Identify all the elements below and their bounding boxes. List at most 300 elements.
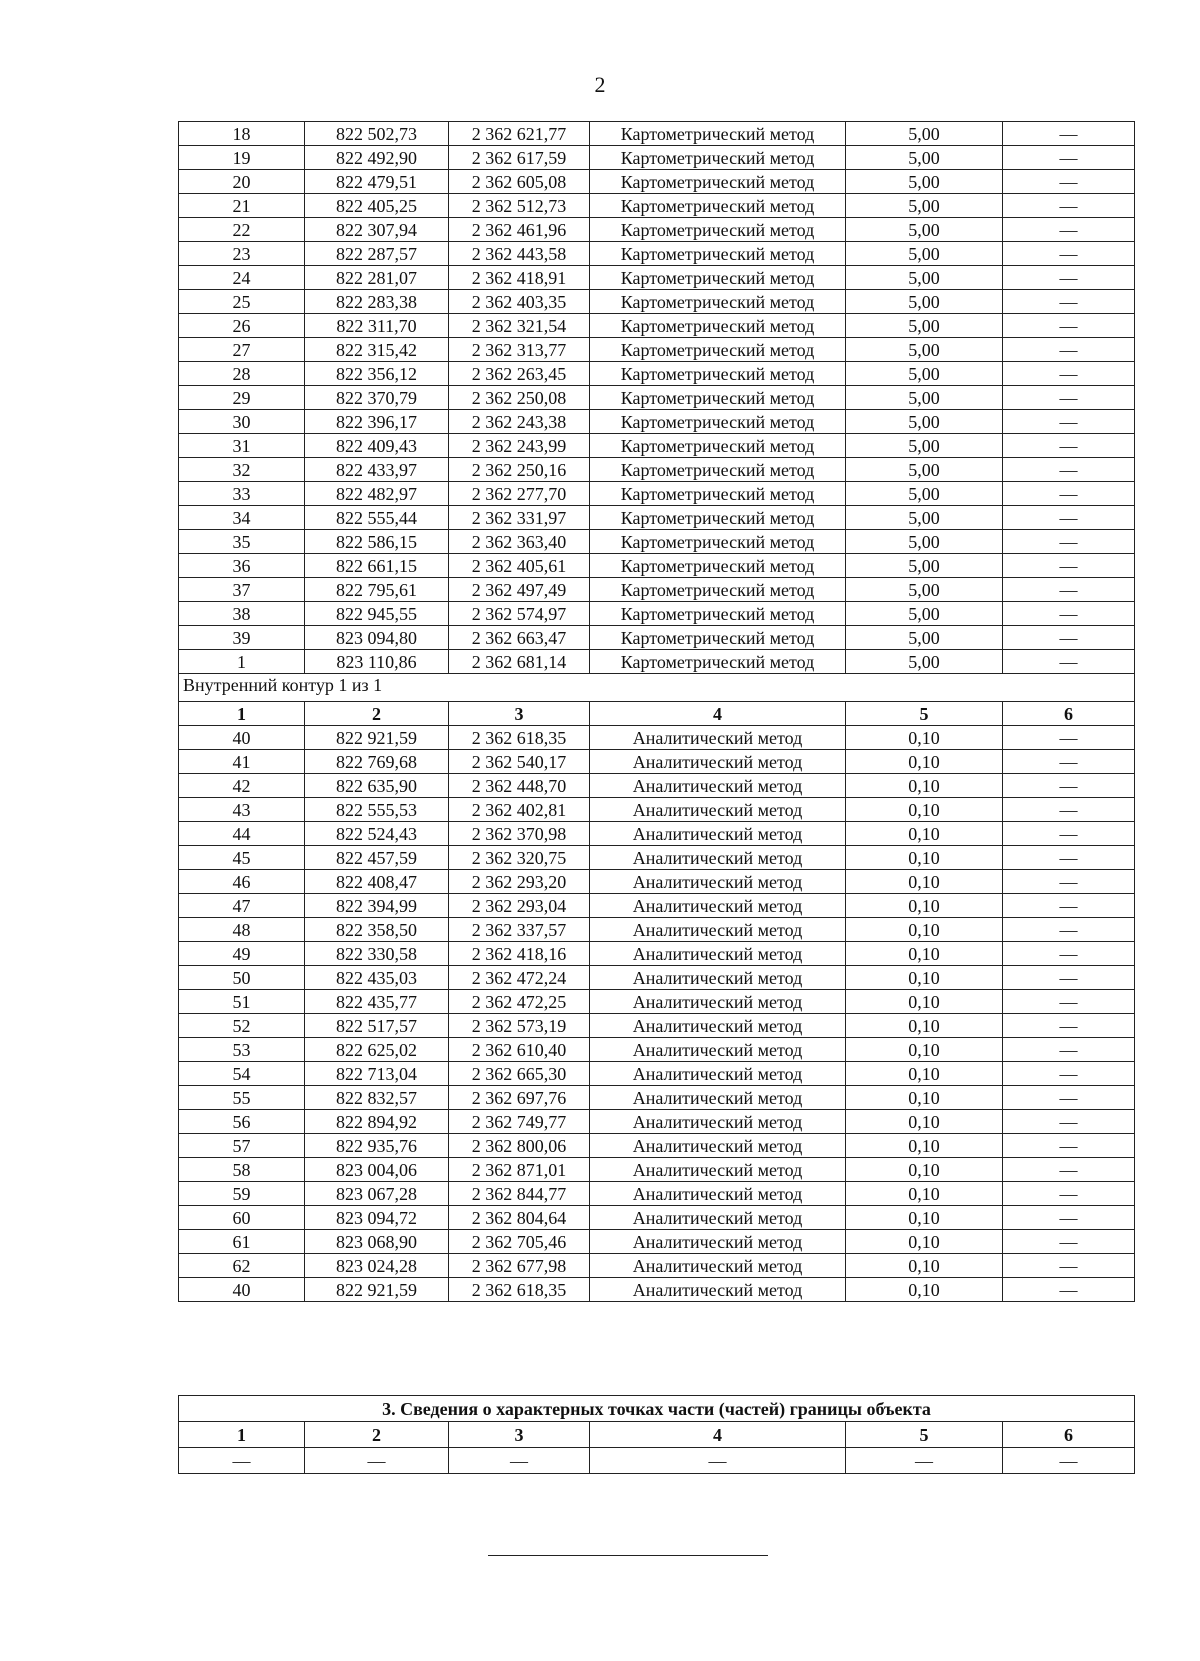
table-cell: 823 110,86 (305, 650, 449, 674)
table-cell: 0,10 (846, 846, 1003, 870)
table-cell: 30 (179, 410, 305, 434)
table-row (179, 1086, 1135, 1110)
column-header: 2 (305, 702, 449, 726)
table-cell: 822 555,44 (305, 506, 449, 530)
table-cell: — (1003, 626, 1135, 650)
table-cell: — (1003, 966, 1135, 990)
table-cell: — (1003, 1254, 1135, 1278)
table-cell: 2 362 443,58 (449, 242, 590, 266)
table-row (179, 726, 1135, 750)
table-cell: — (179, 1448, 305, 1474)
table-cell: 5,00 (846, 626, 1003, 650)
table-cell: — (1003, 386, 1135, 410)
table-cell: 44 (179, 822, 305, 846)
table-cell: Картометрический метод (590, 362, 846, 386)
table-cell: 5,00 (846, 242, 1003, 266)
table-row (179, 1158, 1135, 1182)
table-cell: 31 (179, 434, 305, 458)
table-row (179, 870, 1135, 894)
table-cell: Картометрический метод (590, 170, 846, 194)
table-cell: — (1003, 434, 1135, 458)
table-cell: — (1003, 314, 1135, 338)
table-cell: 39 (179, 626, 305, 650)
table-cell: — (1003, 1278, 1135, 1302)
table-cell: Картометрический метод (590, 530, 846, 554)
table-cell: 822 435,03 (305, 966, 449, 990)
table-cell: Картометрический метод (590, 338, 846, 362)
table-cell: 2 362 472,24 (449, 966, 590, 990)
table-cell: 51 (179, 990, 305, 1014)
table-cell: 822 409,43 (305, 434, 449, 458)
table-cell: 2 362 574,97 (449, 602, 590, 626)
table-cell: 2 362 461,96 (449, 218, 590, 242)
table-cell: 47 (179, 894, 305, 918)
table-cell: 822 482,97 (305, 482, 449, 506)
table-row (179, 338, 1135, 362)
table-cell: 5,00 (846, 458, 1003, 482)
table-cell: 5,00 (846, 506, 1003, 530)
table-cell: 5,00 (846, 338, 1003, 362)
inner-contour-title-row (179, 674, 1135, 702)
table-cell: 2 362 370,98 (449, 822, 590, 846)
table-cell: 5,00 (846, 530, 1003, 554)
table-row (179, 386, 1135, 410)
table-cell: 2 362 677,98 (449, 1254, 590, 1278)
table-cell: — (1003, 458, 1135, 482)
table-cell: 822 457,59 (305, 846, 449, 870)
table-row (179, 554, 1135, 578)
table-cell: Аналитический метод (590, 918, 846, 942)
table-cell: Картометрический метод (590, 218, 846, 242)
table-cell: 822 405,25 (305, 194, 449, 218)
table-cell: 2 362 540,17 (449, 750, 590, 774)
table-cell: 822 635,90 (305, 774, 449, 798)
table-row (179, 750, 1135, 774)
boundary-points-table (178, 121, 1135, 1302)
table-cell: 20 (179, 170, 305, 194)
table-row (179, 918, 1135, 942)
table-row (179, 798, 1135, 822)
table-cell: 822 479,51 (305, 170, 449, 194)
table-cell: 55 (179, 1086, 305, 1110)
table-cell: — (1003, 482, 1135, 506)
table-cell: Картометрический метод (590, 146, 846, 170)
table-cell: — (1003, 242, 1135, 266)
table-cell: 19 (179, 146, 305, 170)
table-row (179, 602, 1135, 626)
table-cell: 2 362 403,35 (449, 290, 590, 314)
table-cell: 2 362 250,16 (449, 458, 590, 482)
table-cell: 5,00 (846, 194, 1003, 218)
table-cell: — (1003, 1182, 1135, 1206)
table-row (179, 218, 1135, 242)
table-row (179, 1278, 1135, 1302)
table-cell: 0,10 (846, 1206, 1003, 1230)
table-cell: — (846, 1448, 1003, 1474)
table-cell: 2 362 804,64 (449, 1206, 590, 1230)
table-cell: 2 362 418,16 (449, 942, 590, 966)
table-cell: 2 362 871,01 (449, 1158, 590, 1182)
table-cell: 45 (179, 846, 305, 870)
table-cell: — (1003, 554, 1135, 578)
table-cell: 28 (179, 362, 305, 386)
table-cell: — (1003, 578, 1135, 602)
table-row (179, 1448, 1135, 1474)
table-cell: 33 (179, 482, 305, 506)
table-cell: 2 362 618,35 (449, 726, 590, 750)
table-cell: 0,10 (846, 774, 1003, 798)
table-cell: 23 (179, 242, 305, 266)
table-cell: 0,10 (846, 894, 1003, 918)
table-cell: Картометрический метод (590, 266, 846, 290)
table-cell: 48 (179, 918, 305, 942)
table-cell: 5,00 (846, 602, 1003, 626)
table-cell: 822 921,59 (305, 1278, 449, 1302)
table-cell: — (1003, 822, 1135, 846)
table-cell: 5,00 (846, 314, 1003, 338)
table-cell: 822 307,94 (305, 218, 449, 242)
column-header: 5 (846, 702, 1003, 726)
table-cell: — (1003, 750, 1135, 774)
table-cell: — (1003, 846, 1135, 870)
table-row (179, 578, 1135, 602)
table-cell: 5,00 (846, 170, 1003, 194)
table-cell: — (1003, 362, 1135, 386)
table-cell: 5,00 (846, 266, 1003, 290)
table-cell: 2 362 363,40 (449, 530, 590, 554)
table-row (179, 1062, 1135, 1086)
table-cell: 0,10 (846, 750, 1003, 774)
table-row (179, 314, 1135, 338)
table-row (179, 894, 1135, 918)
table-cell: — (1003, 990, 1135, 1014)
table-row (179, 170, 1135, 194)
table-cell: 2 362 749,77 (449, 1110, 590, 1134)
table-cell: 26 (179, 314, 305, 338)
table-cell: 2 362 263,45 (449, 362, 590, 386)
table-row (179, 1230, 1135, 1254)
table-cell: 822 586,15 (305, 530, 449, 554)
table-cell: Картометрический метод (590, 554, 846, 578)
table-cell: 40 (179, 1278, 305, 1302)
table-cell: 22 (179, 218, 305, 242)
table-cell: — (449, 1448, 590, 1474)
table-row (179, 482, 1135, 506)
table-cell: 822 394,99 (305, 894, 449, 918)
table-cell: 2 362 681,14 (449, 650, 590, 674)
table-cell: Картометрический метод (590, 482, 846, 506)
table-cell: 2 362 512,73 (449, 194, 590, 218)
table-cell: — (1003, 798, 1135, 822)
table-cell: — (1003, 774, 1135, 798)
table-row (179, 530, 1135, 554)
table-cell: 2 362 665,30 (449, 1062, 590, 1086)
table-row (179, 194, 1135, 218)
table-cell: Аналитический метод (590, 870, 846, 894)
table-cell: Аналитический метод (590, 966, 846, 990)
table-cell: 822 832,57 (305, 1086, 449, 1110)
table-cell: 46 (179, 870, 305, 894)
table-cell: 823 094,80 (305, 626, 449, 650)
table-cell: Аналитический метод (590, 1014, 846, 1038)
table-cell: — (305, 1448, 449, 1474)
table-cell: — (1003, 650, 1135, 674)
table-cell: 0,10 (846, 966, 1003, 990)
table-cell: — (1003, 530, 1135, 554)
table-cell: 823 004,06 (305, 1158, 449, 1182)
table-cell: 2 362 573,19 (449, 1014, 590, 1038)
inner-contour-title: Внутренний контур 1 из 1 (179, 674, 1135, 702)
table-cell: 32 (179, 458, 305, 482)
table-cell: 0,10 (846, 1158, 1003, 1182)
table-cell: Аналитический метод (590, 1230, 846, 1254)
table-cell: 822 283,38 (305, 290, 449, 314)
table-cell: 5,00 (846, 122, 1003, 146)
table-cell: 50 (179, 966, 305, 990)
table-cell: 2 362 418,91 (449, 266, 590, 290)
table-cell: 5,00 (846, 218, 1003, 242)
table-cell: 822 396,17 (305, 410, 449, 434)
table-cell: 29 (179, 386, 305, 410)
table-cell: 0,10 (846, 918, 1003, 942)
table-cell: 62 (179, 1254, 305, 1278)
table-cell: 27 (179, 338, 305, 362)
table-row (179, 506, 1135, 530)
table-row (179, 122, 1135, 146)
table-cell: 822 433,97 (305, 458, 449, 482)
section3-table (178, 1395, 1135, 1474)
table-cell: 2 362 250,08 (449, 386, 590, 410)
table-row (179, 458, 1135, 482)
table-cell: 5,00 (846, 290, 1003, 314)
table-cell: Аналитический метод (590, 1158, 846, 1182)
table-cell: 2 362 243,38 (449, 410, 590, 434)
table-cell: 53 (179, 1038, 305, 1062)
section3-column-header-row (179, 1422, 1135, 1448)
table-cell: Аналитический метод (590, 846, 846, 870)
table-cell: Аналитический метод (590, 822, 846, 846)
table-cell: 822 502,73 (305, 122, 449, 146)
table-cell: 822 945,55 (305, 602, 449, 626)
column-header: 1 (179, 1422, 305, 1448)
table-cell: 2 362 617,59 (449, 146, 590, 170)
table-cell: Картометрический метод (590, 386, 846, 410)
column-header: 3 (449, 702, 590, 726)
table-cell: 0,10 (846, 1134, 1003, 1158)
table-cell: 0,10 (846, 1014, 1003, 1038)
table-row (179, 266, 1135, 290)
table-cell: 60 (179, 1206, 305, 1230)
table-cell: 822 370,79 (305, 386, 449, 410)
table-cell: — (1003, 1086, 1135, 1110)
table-cell: 34 (179, 506, 305, 530)
table-cell: 5,00 (846, 434, 1003, 458)
table-cell: 0,10 (846, 1038, 1003, 1062)
table-cell: 40 (179, 726, 305, 750)
table-cell: Аналитический метод (590, 1086, 846, 1110)
table-cell: 822 935,76 (305, 1134, 449, 1158)
column-header: 3 (449, 1422, 590, 1448)
table-cell: — (1003, 1134, 1135, 1158)
table-cell: 823 067,28 (305, 1182, 449, 1206)
table-row (179, 822, 1135, 846)
table-cell: Картометрический метод (590, 650, 846, 674)
table-cell: 2 362 605,08 (449, 170, 590, 194)
column-header: 6 (1003, 1422, 1135, 1448)
table-cell: 2 362 321,54 (449, 314, 590, 338)
table-cell: 2 362 621,77 (449, 122, 590, 146)
table-cell: 42 (179, 774, 305, 798)
table-cell: — (590, 1448, 846, 1474)
column-header: 4 (590, 1422, 846, 1448)
table-cell: — (1003, 146, 1135, 170)
table-cell: 0,10 (846, 726, 1003, 750)
table-row (179, 362, 1135, 386)
table-cell: 0,10 (846, 1254, 1003, 1278)
table-cell: 54 (179, 1062, 305, 1086)
table-cell: 57 (179, 1134, 305, 1158)
table-cell: Картометрический метод (590, 122, 846, 146)
table-cell: 823 094,72 (305, 1206, 449, 1230)
table-cell: Аналитический метод (590, 774, 846, 798)
table-cell: 18 (179, 122, 305, 146)
table-cell: 38 (179, 602, 305, 626)
table-cell: 822 356,12 (305, 362, 449, 386)
table-cell: Картометрический метод (590, 194, 846, 218)
table-cell: 5,00 (846, 362, 1003, 386)
table-cell: 822 524,43 (305, 822, 449, 846)
table-cell: — (1003, 894, 1135, 918)
table-cell: 2 362 448,70 (449, 774, 590, 798)
table-row (179, 1206, 1135, 1230)
table-cell: 0,10 (846, 798, 1003, 822)
table-cell: 822 625,02 (305, 1038, 449, 1062)
column-header-row (179, 702, 1135, 726)
table-cell: Аналитический метод (590, 942, 846, 966)
column-header: 2 (305, 1422, 449, 1448)
table-cell: 822 713,04 (305, 1062, 449, 1086)
table-cell: Аналитический метод (590, 750, 846, 774)
table-row (179, 966, 1135, 990)
table-row (179, 1038, 1135, 1062)
table-cell: Аналитический метод (590, 1182, 846, 1206)
section3-title: 3. Сведения о характерных точках части (частей) границы объекта (179, 1396, 1135, 1422)
table-cell: 35 (179, 530, 305, 554)
column-header: 5 (846, 1422, 1003, 1448)
table-cell: Аналитический метод (590, 1110, 846, 1134)
table-cell: 822 517,57 (305, 1014, 449, 1038)
table-cell: — (1003, 942, 1135, 966)
table-cell: 2 362 313,77 (449, 338, 590, 362)
table-row (179, 410, 1135, 434)
table-cell: 822 281,07 (305, 266, 449, 290)
table-cell: Аналитический метод (590, 894, 846, 918)
table-cell: 823 024,28 (305, 1254, 449, 1278)
table-cell: Картометрический метод (590, 602, 846, 626)
table-cell: — (1003, 1038, 1135, 1062)
table-cell: 822 661,15 (305, 554, 449, 578)
table-cell: — (1003, 1062, 1135, 1086)
table-cell: 41 (179, 750, 305, 774)
column-header: 1 (179, 702, 305, 726)
table-row (179, 290, 1135, 314)
table-cell: 822 555,53 (305, 798, 449, 822)
table-cell: 822 921,59 (305, 726, 449, 750)
table-cell: 5,00 (846, 650, 1003, 674)
table-cell: — (1003, 726, 1135, 750)
table-cell: Картометрический метод (590, 458, 846, 482)
table-cell: Аналитический метод (590, 726, 846, 750)
table-cell: 0,10 (846, 822, 1003, 846)
table-cell: 823 068,90 (305, 1230, 449, 1254)
table-cell: Картометрический метод (590, 578, 846, 602)
table-cell: — (1003, 1448, 1135, 1474)
table-cell: 2 362 497,49 (449, 578, 590, 602)
table-cell: 2 362 402,81 (449, 798, 590, 822)
table-cell: 2 362 844,77 (449, 1182, 590, 1206)
table-cell: 2 362 320,75 (449, 846, 590, 870)
table-cell: — (1003, 918, 1135, 942)
table-cell: — (1003, 602, 1135, 626)
table-cell: 5,00 (846, 386, 1003, 410)
table-cell: Картометрический метод (590, 242, 846, 266)
table-cell: — (1003, 410, 1135, 434)
table-cell: 5,00 (846, 146, 1003, 170)
table-cell: 5,00 (846, 410, 1003, 434)
table-row (179, 942, 1135, 966)
table-row (179, 626, 1135, 650)
table-cell: Аналитический метод (590, 1206, 846, 1230)
table-cell: 2 362 697,76 (449, 1086, 590, 1110)
table-cell: Аналитический метод (590, 1134, 846, 1158)
table-cell: 822 358,50 (305, 918, 449, 942)
table-cell: 0,10 (846, 1230, 1003, 1254)
section3-title-row (179, 1396, 1135, 1422)
table-cell: 0,10 (846, 1086, 1003, 1110)
table-cell: 49 (179, 942, 305, 966)
table-cell: 822 315,42 (305, 338, 449, 362)
table-cell: Аналитический метод (590, 990, 846, 1014)
table-row (179, 1014, 1135, 1038)
table-cell: — (1003, 1014, 1135, 1038)
table-cell: 822 408,47 (305, 870, 449, 894)
table-cell: 21 (179, 194, 305, 218)
table-cell: Картометрический метод (590, 410, 846, 434)
table-row (179, 846, 1135, 870)
table-cell: — (1003, 194, 1135, 218)
table-cell: 822 769,68 (305, 750, 449, 774)
table-cell: 2 362 277,70 (449, 482, 590, 506)
outer-contour-rows (179, 122, 1135, 674)
table-cell: 0,10 (846, 870, 1003, 894)
table-cell: 37 (179, 578, 305, 602)
table-cell: 822 492,90 (305, 146, 449, 170)
table-cell: — (1003, 122, 1135, 146)
table-cell: 2 362 663,47 (449, 626, 590, 650)
table-cell: Картометрический метод (590, 434, 846, 458)
table-cell: 822 330,58 (305, 942, 449, 966)
table-cell: 58 (179, 1158, 305, 1182)
table-cell: 0,10 (846, 942, 1003, 966)
table-cell: — (1003, 290, 1135, 314)
table-cell: 822 795,61 (305, 578, 449, 602)
table-cell: — (1003, 1230, 1135, 1254)
table-cell: 822 894,92 (305, 1110, 449, 1134)
table-cell: 2 362 610,40 (449, 1038, 590, 1062)
footer-divider (488, 1555, 768, 1556)
table-cell: Аналитический метод (590, 1062, 846, 1086)
table-cell: 5,00 (846, 578, 1003, 602)
